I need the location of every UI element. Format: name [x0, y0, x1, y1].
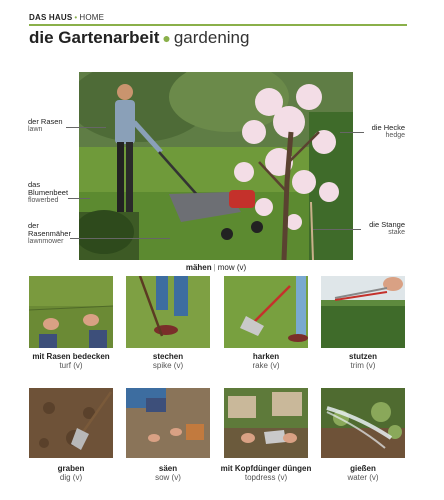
label-flowerbed [28, 181, 68, 205]
caption-water-de: gießen [350, 464, 376, 473]
caption-rake-en: rake (v) [252, 361, 280, 370]
photo-water [321, 388, 405, 458]
caption-spike-en: spike (v) [152, 361, 184, 370]
label-stake [355, 221, 405, 237]
label-flowerbed-en: flowerbed [28, 197, 59, 204]
label-lawn [28, 118, 63, 134]
leader-line-lawn [66, 127, 106, 128]
caption-turf-de: mit Rasen bedecken [32, 352, 110, 361]
caption-sow [118, 464, 218, 482]
label-lawn-en: lawn [28, 126, 43, 133]
photo-topdress [224, 388, 308, 458]
leader-line-lawnmower [70, 238, 170, 239]
label-lawn-de: der Rasen [28, 117, 63, 126]
label-stake-de: die Stange [369, 220, 405, 229]
label-flowerbed-de-2: Blumenbeet [28, 188, 69, 197]
caption-sow-en: sow (v) [155, 473, 181, 482]
label-stake-en: stake [388, 229, 405, 236]
caption-dig-de: graben [57, 464, 85, 473]
page-title: die Gartenarbeit ● gardening [29, 28, 250, 47]
main-caption-de: mähen [185, 263, 212, 272]
caption-sow-de: säen [158, 464, 178, 473]
photo-sow [126, 388, 210, 458]
caption-trim [313, 352, 413, 370]
page-title-en: gardening [173, 28, 250, 47]
section-label-de: DAS HAUS [29, 13, 73, 22]
section-header: DAS HAUS • HOME [29, 13, 105, 22]
label-lawnmower-en: lawnmower [28, 238, 64, 245]
caption-water [313, 464, 413, 482]
caption-trim-en: trim (v) [350, 361, 376, 370]
caption-trim-de: stutzen [349, 352, 377, 361]
caption-rake-de: harken [252, 352, 280, 361]
photo-trim [321, 276, 405, 348]
caption-rake [216, 352, 316, 370]
caption-spike-de: stechen [152, 352, 184, 361]
caption-dig [21, 464, 121, 482]
leader-line-stake [313, 229, 361, 230]
main-photo-mowing [79, 72, 353, 260]
caption-spike [118, 352, 218, 370]
leader-line-flowerbed [68, 198, 90, 199]
header-rule [29, 24, 407, 26]
caption-topdress [216, 464, 316, 482]
page-title-de: die Gartenarbeit [29, 28, 160, 47]
label-hedge-de: die Hecke [371, 123, 405, 132]
label-hedge-en: hedge [385, 132, 405, 139]
caption-turf-en: turf (v) [59, 361, 83, 370]
caption-dig-en: dig (v) [59, 473, 83, 482]
caption-turf [21, 352, 121, 370]
photo-rake [224, 276, 308, 348]
caption-water-en: water (v) [347, 473, 379, 482]
label-hedge [360, 124, 405, 140]
photo-turf [29, 276, 113, 348]
label-lawnmower [28, 222, 71, 246]
label-lawnmower-de: der [28, 221, 39, 230]
leader-line-hedge [340, 132, 364, 133]
label-flowerbed-de: das [28, 180, 41, 189]
main-caption: mähen | mow (v) [185, 263, 247, 272]
photo-spike [126, 276, 210, 348]
caption-topdress-en: topdress (v) [244, 473, 288, 482]
section-label-en: HOME [79, 13, 105, 22]
caption-topdress-de: mit Kopfdünger düngen [220, 464, 312, 473]
photo-dig [29, 388, 113, 458]
main-caption-en: mow (v) [217, 263, 247, 272]
label-lawnmower-de-2: Rasenmäher [28, 229, 71, 238]
